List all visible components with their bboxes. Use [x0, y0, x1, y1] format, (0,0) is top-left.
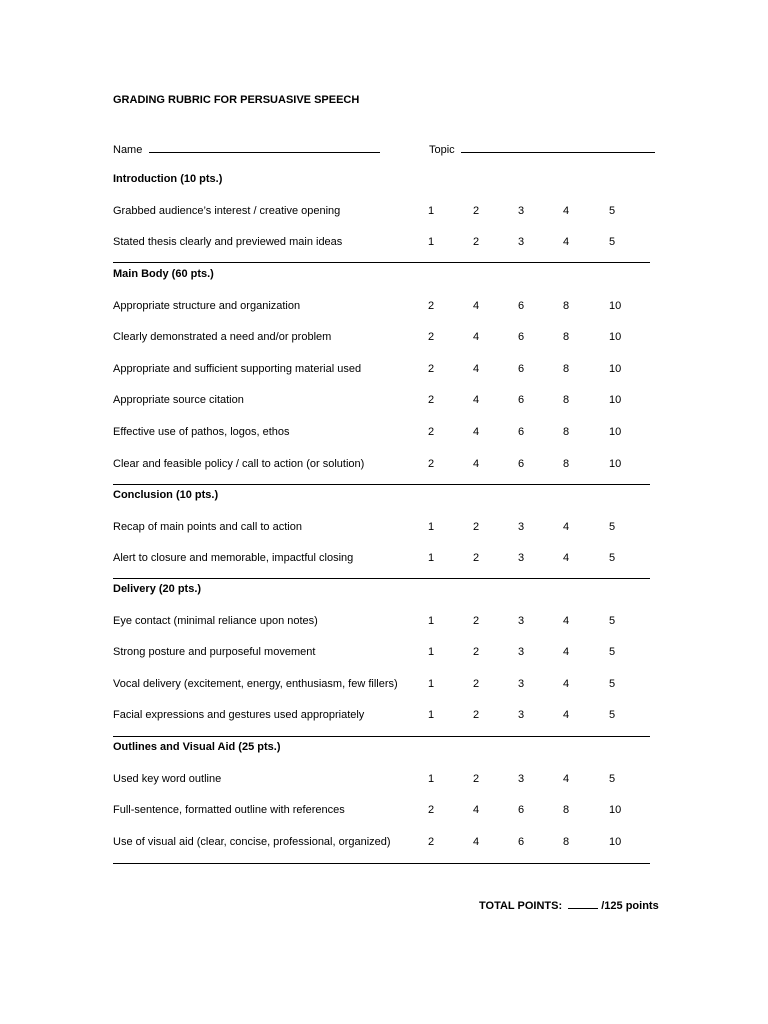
criterion-label: Appropriate source citation [113, 394, 244, 407]
score-option[interactable]: 8 [563, 457, 570, 470]
score-option[interactable]: 2 [473, 772, 480, 785]
score-option[interactable]: 4 [563, 614, 570, 627]
score-option[interactable]: 8 [563, 835, 570, 848]
topic-label: Topic [429, 144, 455, 156]
score-option[interactable]: 6 [518, 299, 525, 312]
criterion-label: Use of visual aid (clear, concise, professional, organized) [113, 835, 391, 848]
score-option[interactable]: 4 [473, 331, 480, 344]
score-option[interactable]: 1 [428, 520, 435, 533]
score-option[interactable]: 5 [609, 709, 616, 722]
score-option[interactable]: 6 [518, 331, 525, 344]
score-option[interactable]: 2 [428, 362, 435, 375]
score-option[interactable]: 3 [518, 709, 525, 722]
score-option[interactable]: 6 [518, 426, 525, 438]
score-option[interactable]: 2 [428, 835, 435, 848]
score-option[interactable]: 1 [428, 236, 435, 249]
score-option[interactable]: 6 [518, 394, 525, 407]
score-option[interactable]: 5 [609, 677, 616, 690]
score-option[interactable]: 5 [609, 646, 616, 659]
score-option[interactable]: 1 [428, 709, 435, 722]
score-option[interactable]: 4 [473, 362, 480, 375]
score-option[interactable]: 4 [563, 646, 570, 659]
total-suffix: /125 points [601, 900, 659, 912]
score-option[interactable]: 8 [563, 331, 570, 344]
score-option[interactable]: 4 [563, 709, 570, 722]
score-option[interactable]: 4 [473, 426, 480, 438]
section-divider [113, 736, 650, 737]
score-option[interactable]: 2 [473, 709, 480, 722]
score-option[interactable]: 2 [473, 552, 480, 565]
score-option[interactable]: 3 [518, 646, 525, 659]
score-option[interactable]: 10 [609, 362, 622, 375]
section-heading: Main Body (60 pts.) [113, 268, 214, 280]
score-option[interactable]: 1 [428, 204, 435, 217]
score-option[interactable]: 1 [428, 614, 435, 627]
score-option[interactable]: 2 [473, 677, 480, 690]
score-option[interactable]: 3 [518, 520, 525, 533]
score-option[interactable]: 6 [518, 804, 525, 817]
score-option[interactable]: 10 [609, 426, 622, 438]
section-divider [113, 262, 650, 263]
section-heading: Conclusion (10 pts.) [113, 489, 219, 501]
score-option[interactable]: 5 [609, 236, 616, 249]
criterion-label: Stated thesis clearly and previewed main ideas [113, 236, 343, 249]
criterion-label: Facial expressions and gestures used appropriately [113, 709, 365, 722]
score-option[interactable]: 2 [428, 299, 435, 312]
criterion-label: Vocal delivery (excitement, energy, enthusiasm, few fillers) [113, 677, 398, 690]
criterion-label: Clearly demonstrated a need and/or problem [113, 331, 332, 344]
criterion-label: Appropriate structure and organization [113, 299, 301, 312]
score-option[interactable]: 5 [609, 614, 616, 627]
score-option[interactable]: 2 [473, 204, 480, 217]
score-option[interactable]: 4 [563, 772, 570, 785]
score-option[interactable]: 3 [518, 236, 525, 249]
criterion-label: Alert to closure and memorable, impactful closing [113, 552, 354, 565]
name-label: Name [113, 144, 143, 156]
score-option[interactable]: 8 [563, 804, 570, 817]
criterion-label: Full-sentence, formatted outline with references [113, 804, 345, 817]
score-option[interactable]: 3 [518, 677, 525, 690]
criterion-label: Clear and feasible policy / call to action (or solution) [113, 457, 365, 470]
section-divider [113, 863, 650, 864]
score-option[interactable]: 2 [428, 804, 435, 817]
score-option[interactable]: 10 [609, 331, 622, 344]
score-option[interactable]: 1 [428, 646, 435, 659]
score-option[interactable]: 6 [518, 457, 525, 470]
score-option[interactable]: 2 [473, 236, 480, 249]
score-option[interactable]: 8 [563, 299, 570, 312]
score-option[interactable]: 2 [473, 520, 480, 533]
section-heading: Introduction (10 pts.) [113, 173, 223, 185]
score-option[interactable]: 10 [609, 394, 622, 407]
score-option[interactable]: 4 [563, 677, 570, 690]
score-option[interactable]: 4 [473, 394, 480, 407]
criterion-label: Recap of main points and call to action [113, 520, 302, 533]
criterion-label: Effective use of pathos, logos, ethos [113, 426, 290, 438]
score-option[interactable]: 4 [473, 299, 480, 312]
score-option[interactable]: 10 [609, 804, 622, 817]
score-option[interactable]: 1 [428, 772, 435, 785]
section-heading: Delivery (20 pts.) [113, 583, 202, 595]
total-blank-line [568, 898, 598, 909]
topic-blank-line [461, 141, 655, 153]
score-option[interactable]: 2 [428, 457, 435, 470]
score-option[interactable]: 6 [518, 362, 525, 375]
score-option[interactable]: 5 [609, 552, 616, 565]
total-points [479, 898, 659, 913]
score-option[interactable]: 1 [428, 677, 435, 690]
criterion-label: Appropriate and sufficient supporting material used [113, 362, 362, 375]
score-option[interactable]: 3 [518, 772, 525, 785]
score-option[interactable]: 3 [518, 204, 525, 217]
total-label: TOTAL POINTS: [479, 900, 563, 912]
criterion-label: Grabbed audience’s interest / creative opening [113, 204, 341, 217]
section-divider [113, 484, 650, 485]
score-option[interactable]: 4 [563, 520, 570, 533]
score-option[interactable]: 1 [428, 552, 435, 565]
criterion-label: Strong posture and purposeful movement [113, 646, 316, 659]
score-option[interactable]: 2 [428, 426, 435, 438]
criterion-label: Used key word outline [113, 772, 222, 785]
score-option[interactable]: 2 [428, 394, 435, 407]
score-option[interactable]: 2 [473, 646, 480, 659]
score-option[interactable]: 8 [563, 362, 570, 375]
section-heading: Outlines and Visual Aid (25 pts.) [113, 741, 281, 753]
score-option[interactable]: 4 [563, 552, 570, 565]
name-blank-line [149, 141, 380, 153]
page-title: GRADING RUBRIC FOR PERSUASIVE SPEECH [113, 94, 360, 106]
score-option[interactable]: 8 [563, 394, 570, 407]
score-option[interactable]: 8 [563, 426, 570, 438]
score-option[interactable]: 2 [428, 331, 435, 344]
score-option[interactable]: 5 [609, 772, 616, 785]
score-option[interactable]: 2 [473, 614, 480, 627]
criterion-label: Eye contact (minimal reliance upon notes) [113, 614, 318, 627]
score-option[interactable]: 4 [563, 204, 570, 217]
score-option[interactable]: 10 [609, 299, 622, 312]
score-option[interactable]: 4 [473, 804, 480, 817]
score-option[interactable]: 3 [518, 552, 525, 565]
score-option[interactable]: 4 [473, 457, 480, 470]
name-field [113, 141, 380, 157]
score-option[interactable]: 10 [609, 835, 622, 848]
score-option[interactable]: 5 [609, 204, 616, 217]
score-option[interactable]: 5 [609, 520, 616, 533]
score-option[interactable]: 6 [518, 835, 525, 848]
score-option[interactable]: 10 [609, 457, 622, 470]
score-option[interactable]: 4 [563, 236, 570, 249]
score-option[interactable]: 3 [518, 614, 525, 627]
section-divider [113, 578, 650, 579]
score-option[interactable]: 4 [473, 835, 480, 848]
topic-field [429, 141, 655, 157]
